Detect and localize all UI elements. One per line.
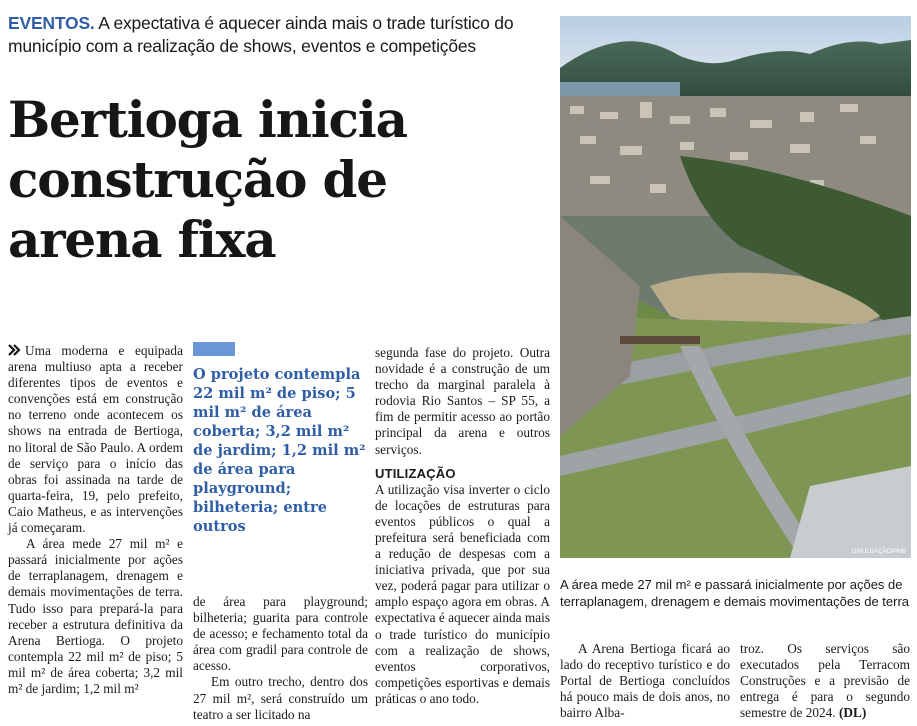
pullquote: O projeto contempla 22 mil m² de piso; 5 mil m² de área coberta; 3,2 mil m² de jardim; 1,2 mil m² de área para playground; bilheteria; entre outros	[193, 366, 366, 535]
paragraph: de área para playground; bilheteria; guarita para controle de acesso; e fechamento total da área com gradil para controle de acesso.	[193, 594, 368, 674]
aerial-photo	[560, 16, 911, 558]
article-column-1	[8, 343, 183, 697]
paragraph: segunda fase do projeto. Outra novidade é a construção de um trecho da marginal paralela à rodovia Rio Santos – SP 55, a fim de permitir acesso ao portão principal da arena e outros serviços.	[375, 345, 550, 457]
paragraph: A Arena Bertioga ficará ao lado do receptivo turístico e do Portal de Bertioga concluídos há pouco mais de dois anos, no bairro Alba-	[560, 641, 730, 721]
article-column-2	[193, 594, 368, 723]
chevron-right-icon	[8, 344, 21, 356]
paragraph	[740, 641, 910, 721]
paragraph: A utilização visa inverter o ciclo de locações de estruturas para eventos públicos o qual a prefeitura será beneficiada com a redução de despesas com a iniciativa privada, que por sua vez, poderá pagar para utilizar o amplo espaço agora em obras. A expectativa é aquecer ainda mais o trade turístico do município com a realização de shows, eventos corporativos, competições esportivas e demais práticas o ano todo.	[375, 481, 550, 706]
paragraph: Em outro trecho, dentro dos 27 mil m², será construído um teatro a ser licitado na	[193, 674, 368, 722]
article-column-5	[740, 641, 910, 721]
article-column-3	[375, 345, 550, 707]
pullquote-accent-bar	[193, 342, 235, 356]
kicker-text: A expectativa é aquecer ainda mais o trade turístico do município com a realização de shows, eventos e competições	[8, 13, 514, 56]
paragraph-text: troz. Os serviços são executados pela Terracom Construções e a previsão de entrega é para o segundo semestre de 2024.	[740, 641, 910, 721]
aerial-photo-illustration	[560, 16, 911, 558]
photo-caption: A área mede 27 mil m² e passará inicialmente por ações de terraplanagem, drenagem e demais movimentações de terra	[560, 577, 910, 609]
kicker	[8, 12, 553, 58]
paragraph-text: Uma moderna e equipada arena multiuso apta a receber diferentes tipos de eventos e convenções está em construção no terreno onde acontecem os shows na entrada de Bertioga, no litoral de São Paulo. A ordem de serviço para o início das obras foi assinada na tarde de quarta-feira, 19, pelo prefeito, Caio Matheus, e as intervenções já começaram.	[8, 343, 183, 536]
paragraph	[8, 343, 183, 536]
article-column-4	[560, 641, 730, 721]
photo-credit: DIVULGAÇÃO/PMB	[851, 549, 906, 555]
headline: Bertioga inicia construção de arena fixa	[8, 90, 407, 269]
subhead: UTILIZAÇÃO	[375, 465, 456, 481]
author-signature: (DL)	[838, 705, 867, 721]
section-tag: EVENTOS.	[8, 13, 95, 33]
paragraph: A área mede 27 mil m² e passará inicialmente por ações de terraplanagem, drenagem e demais movimentações de terra. Tudo isso para prepará-la para receber a estrutura definitiva da Arena Bertioga. O projeto contempla 22 mil m² de piso; 5 mil m² de área coberta; 3,2 mil m² de jardim; 1,2 mil m²	[8, 536, 183, 696]
